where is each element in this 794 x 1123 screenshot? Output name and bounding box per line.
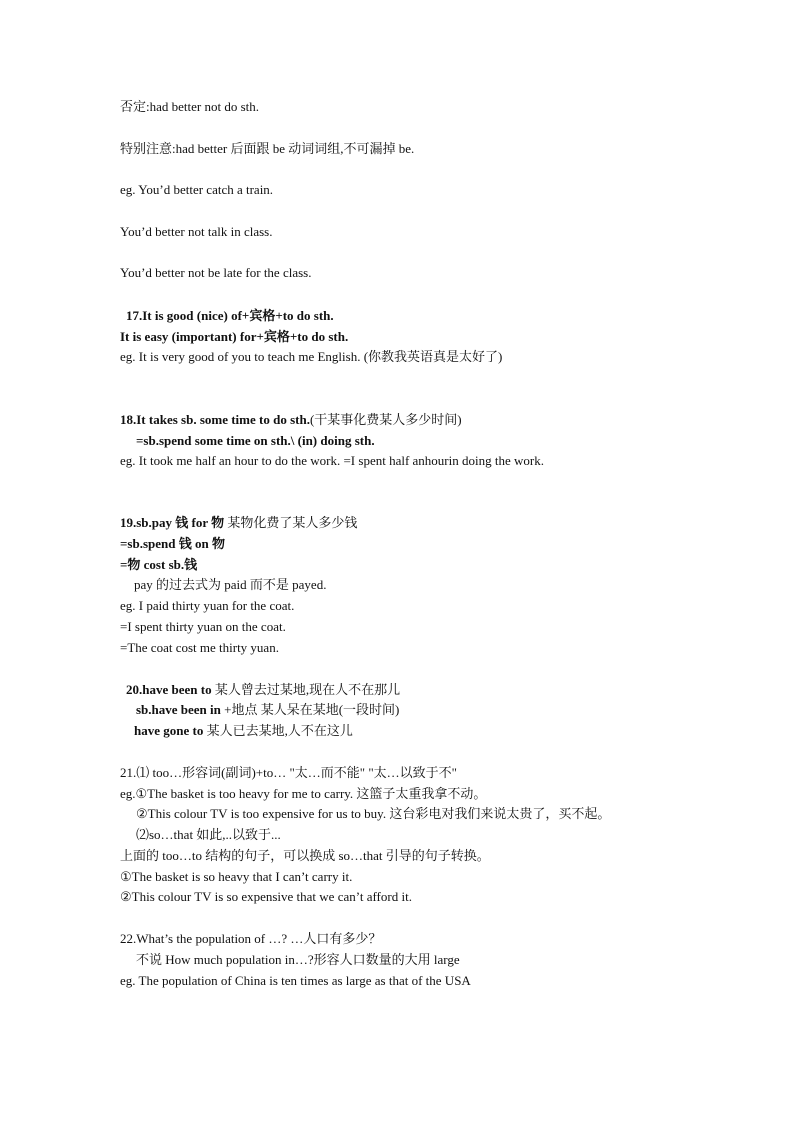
section-20-line [134, 722, 353, 740]
section-18-heading [120, 411, 462, 429]
section-21-heading: 21.⑴ too…形容词(副词)+to… "太…而不能" "太…以致于不" [120, 765, 457, 780]
example-line: eg. It took me half an hour to do the work. =I spent half anhourin doing the work. [120, 453, 544, 468]
section-20-heading-bold: 20.have been to [126, 682, 212, 697]
section-22-heading: 22.What’s the population of …? …人口有多少？ [120, 931, 382, 946]
text-line: 否定:had better not do sth. [120, 99, 260, 114]
example-line: =I spent thirty yuan on the coat. [120, 619, 286, 634]
example-line: eg. It is very good of you to teach me English. (你教我英语真是太好了) [120, 349, 503, 364]
text-line: 上面的 too…to 结构的句子，可以换成 so…that 引导的句子转换。 [120, 848, 490, 863]
note-line: pay 的过去式为 paid 而不是 payed. [134, 577, 327, 592]
section-19-heading [120, 514, 357, 532]
section-20-heading [126, 681, 400, 699]
section-17-line: It is easy (important) for+宾格+to do sth. [120, 329, 349, 344]
section-20-line-bold: have gone to [134, 723, 204, 738]
example-line: eg. I paid thirty yuan for the coat. [120, 598, 295, 613]
section-20-line [136, 701, 399, 719]
text-line: eg. You’d better catch a train. [120, 182, 274, 197]
section-20-line-note: 某人已去某地,人不在这儿 [203, 723, 353, 738]
section-19-line: =物 cost sb.钱 [120, 557, 198, 572]
text-line: You’d better not talk in class. [120, 224, 273, 239]
section-20-heading-note: 某人曾去过某地,现在人不在那儿 [211, 682, 401, 697]
section-19-heading-note: 某物化费了某人多少钱 [224, 515, 358, 530]
example-line: ②This colour TV is too expensive for us to buy. 这台彩电对我们来说太贵了，买不起。 [136, 806, 611, 821]
example-line: =The coat cost me thirty yuan. [120, 640, 279, 655]
example-line: ①The basket is so heavy that I can’t carry it. [120, 869, 353, 884]
section-20-line-bold: sb.have been in [136, 702, 221, 717]
section-19-line: =sb.spend 钱 on 物 [120, 536, 225, 551]
section-18-heading-bold: 18.It takes sb. some time to do sth. [120, 412, 310, 427]
text-line: You’d better not be late for the class. [120, 265, 312, 280]
section-21-subheading: ⑵so…that 如此,..以致于... [136, 827, 281, 842]
example-line: eg.①The basket is too heavy for me to carry. 这篮子太重我拿不动。 [120, 786, 487, 801]
section-20-line-note: +地点 某人呆在某地(一段时间) [220, 702, 400, 717]
text-line: 特别注意:had better 后面跟 be 动词词组,不可漏掉 be. [120, 141, 415, 156]
example-line: eg. The population of China is ten times as large as that of the USA [120, 973, 471, 988]
section-19-heading-bold: 19.sb.pay 钱 for 物 [120, 515, 225, 530]
example-line: ②This colour TV is so expensive that we can’t afford it. [120, 889, 412, 904]
note-line: 不说 How much population in…?形容人口数量的大用 large [136, 952, 460, 967]
section-18-line: =sb.spend some time on sth.\ (in) doing sth. [136, 433, 375, 448]
section-17-heading: 17.It is good (nice) of+宾格+to do sth. [126, 308, 334, 323]
section-18-heading-note: (干某事化费某人多少时间) [309, 412, 462, 427]
